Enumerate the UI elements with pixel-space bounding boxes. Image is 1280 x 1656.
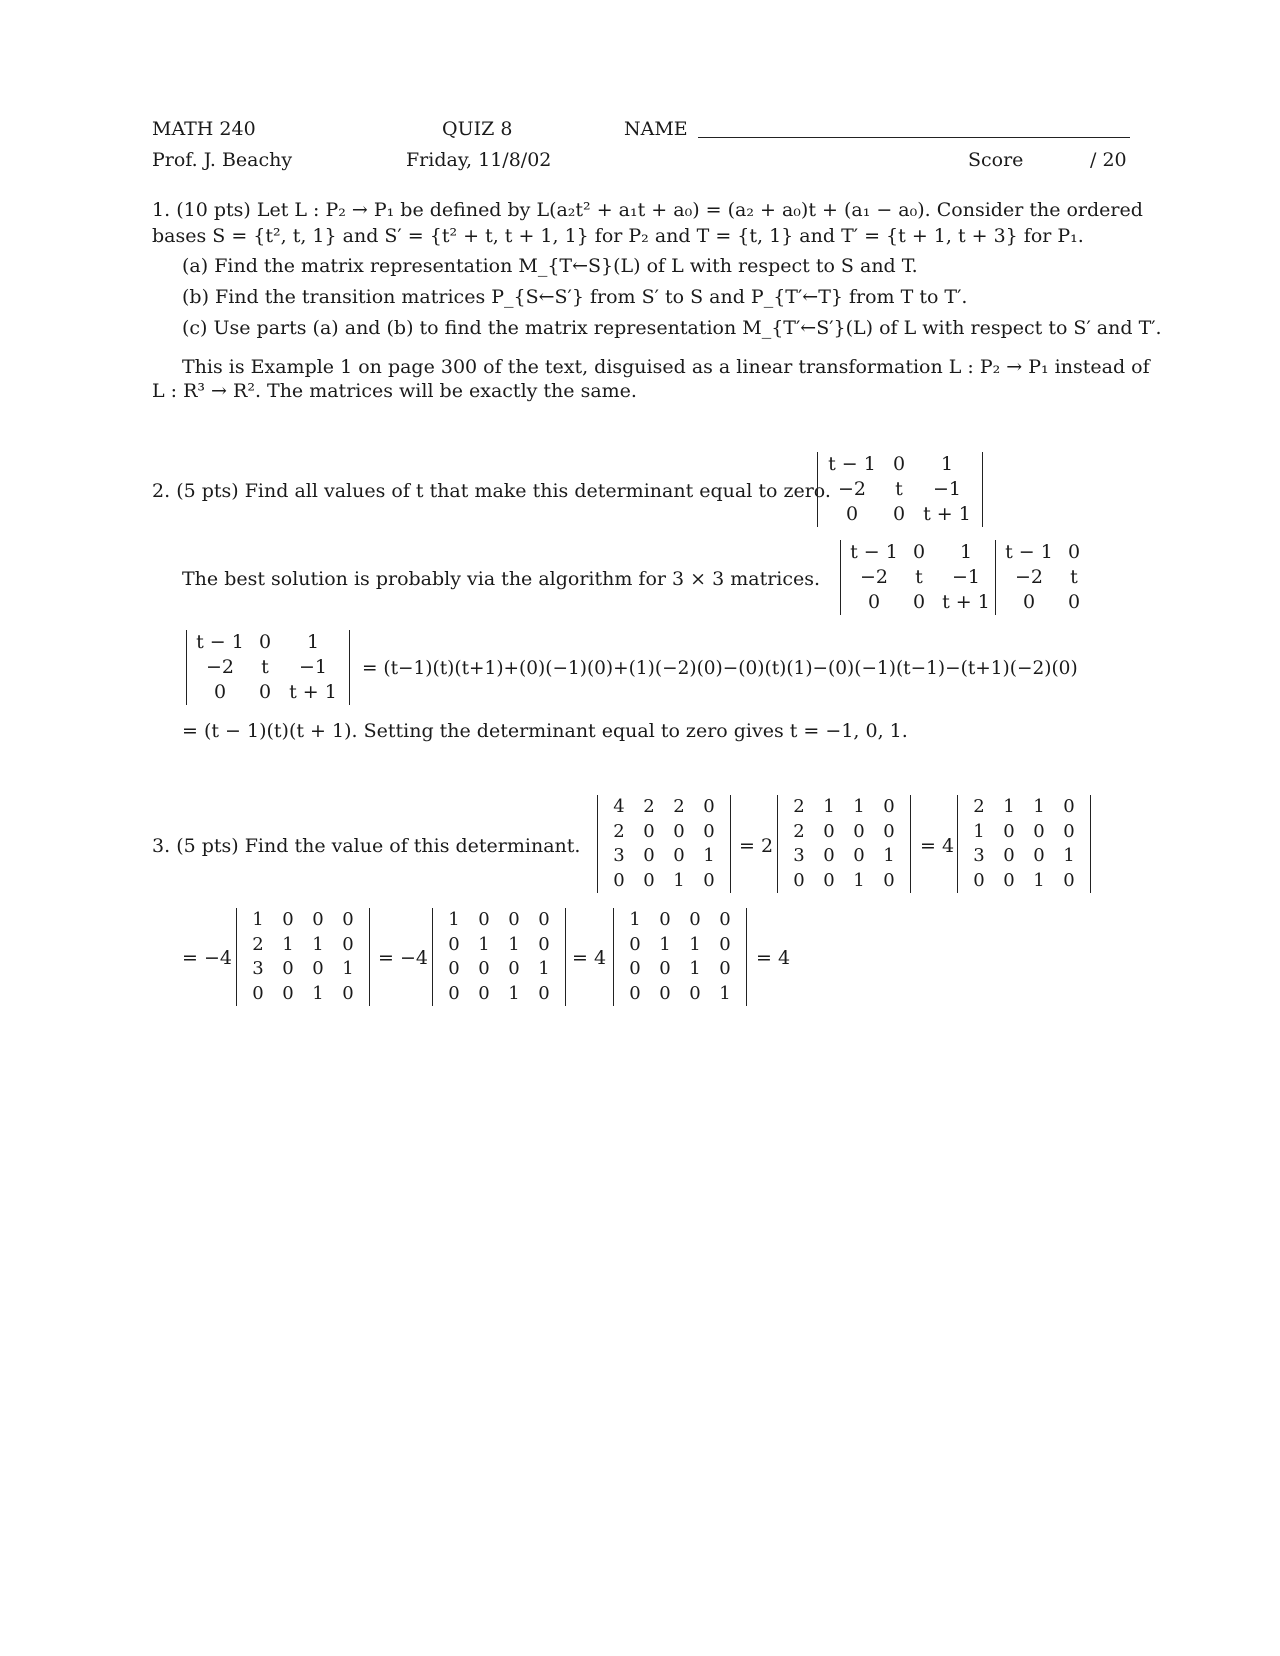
matrix-cell: 2 xyxy=(973,796,985,817)
matrix-cell: 0 xyxy=(883,796,895,817)
matrix-cell: 1 xyxy=(342,958,354,979)
matrix-cell: 1 xyxy=(1063,845,1075,866)
problem2-result: = (t − 1)(t)(t + 1). Setting the determinant equal to zero gives t = −1, 0, 1. xyxy=(182,720,908,742)
matrix-cell: t − 1 xyxy=(196,631,244,653)
matrix-cell: 0 xyxy=(883,869,895,891)
matrix-cell: 0 xyxy=(342,982,354,1004)
matrix-cell: 0 xyxy=(892,503,906,525)
matrix-cell: 0 xyxy=(478,958,490,979)
matrix-cell: 0 xyxy=(1022,591,1036,613)
problem3-matrix-3 xyxy=(957,795,1091,893)
problem2-solution-text: The best solution is probably via the algorithm for 3 × 3 matrices. xyxy=(182,568,821,590)
matrix-cell: 1 xyxy=(659,933,671,955)
course-label: MATH 240 xyxy=(152,118,256,140)
problem3-matrix-4 xyxy=(236,908,370,1006)
matrix-cell: 1 xyxy=(538,958,550,979)
name-label: NAME xyxy=(624,118,688,140)
matrix-cell: −2 xyxy=(837,478,866,500)
problem3-coeff-6: = 4 xyxy=(756,947,791,969)
matrix-cell: 0 xyxy=(342,933,354,955)
matrix-cell: 0 xyxy=(892,453,906,475)
matrix-cell: 0 xyxy=(213,681,227,703)
matrix-cell: 0 xyxy=(643,820,655,842)
matrix-cell: 0 xyxy=(258,681,272,703)
matrix-cell: 3 xyxy=(613,845,625,866)
matrix-cell: 0 xyxy=(538,909,550,930)
matrix-cell: 1 xyxy=(673,869,685,891)
matrix-cell: 1 xyxy=(252,909,264,930)
matrix-cell: 2 xyxy=(793,820,805,842)
matrix-cell: −1 xyxy=(298,656,327,678)
matrix-cell: 1 xyxy=(508,982,520,1004)
problem2-prompt: Find all values of t that make this determinant equal to zero. xyxy=(244,480,831,502)
problem1-statement-line2: bases S = {t², t, 1} and S′ = {t² + t, t + 1, 1} for P₂ and T = {t, 1} and T′ = {t + 1, t + 3} for P₁. xyxy=(152,225,1084,247)
matrix-cell: t xyxy=(915,566,923,588)
matrix-cell: 1 xyxy=(883,845,895,866)
matrix-cell: 0 xyxy=(1033,820,1045,842)
matrix-cell: −2 xyxy=(205,656,234,678)
matrix-cell: 0 xyxy=(883,820,895,842)
matrix-cell: 1 xyxy=(312,982,324,1004)
matrix-cell: 1 xyxy=(940,453,954,475)
matrix-cell: 0 xyxy=(629,933,641,955)
matrix-cell: 1 xyxy=(1033,869,1045,891)
problem2-extended-determinant xyxy=(840,540,1100,615)
problem2-expansion-determinant xyxy=(186,630,350,705)
matrix-cell: 0 xyxy=(258,631,272,653)
matrix-cell: 1 xyxy=(508,933,520,955)
matrix-cell: 1 xyxy=(853,796,865,817)
problem3-coeff-1: = 2 xyxy=(739,835,774,857)
matrix-cell: 1 xyxy=(306,631,320,653)
problem1-line1 xyxy=(152,198,1143,223)
matrix-cell: 0 xyxy=(629,958,641,979)
matrix-cell: t xyxy=(1070,566,1078,588)
matrix-cell: 3 xyxy=(973,845,985,866)
matrix-cell: 0 xyxy=(1063,820,1075,842)
matrix-cell: t − 1 xyxy=(1005,541,1053,563)
name-line xyxy=(698,137,1130,138)
problem2-determinant xyxy=(817,452,983,527)
problem3-matrix-2 xyxy=(777,795,911,893)
problem1-part-c: (c) Use parts (a) and (b) to find the matrix representation M_{T′←S′}(L) of L with respect to S′ and T′. xyxy=(182,317,1162,339)
problem2-number: 2. xyxy=(152,480,171,502)
matrix-cell: 0 xyxy=(719,958,731,979)
problem1-points: (10 pts) xyxy=(176,199,251,221)
matrix-cell: 0 xyxy=(1067,591,1081,613)
matrix-cell: 1 xyxy=(973,820,985,842)
matrix-cell: 0 xyxy=(342,909,354,930)
matrix-cell: 0 xyxy=(478,909,490,930)
problem3-matrix-5 xyxy=(432,908,566,1006)
problem3-matrix-6 xyxy=(613,908,747,1006)
problem1-part-b: (b) Find the transition matrices P_{S←S′} from S′ to S and P_{T′←T} from T to T′. xyxy=(182,286,968,308)
matrix-cell: 0 xyxy=(659,958,671,979)
matrix-cell: 1 xyxy=(853,869,865,891)
problem1-number: 1. xyxy=(152,199,171,221)
matrix-cell: 1 xyxy=(689,933,701,955)
matrix-cell: 0 xyxy=(912,591,926,613)
problem3-points: (5 pts) xyxy=(176,835,239,857)
problem1-solution-line2: L : R³ → R². The matrices will be exactly the same. xyxy=(152,380,637,402)
quiz-title: QUIZ 8 xyxy=(442,118,513,140)
matrix-cell: 1 xyxy=(312,933,324,955)
matrix-cell: 0 xyxy=(538,933,550,955)
matrix-cell: 0 xyxy=(973,869,985,891)
score-total: / 20 xyxy=(1090,149,1127,171)
matrix-cell: 1 xyxy=(629,909,641,930)
matrix-cell: 0 xyxy=(853,820,865,842)
matrix-cell: 0 xyxy=(719,909,731,930)
matrix-cell: 0 xyxy=(643,869,655,891)
matrix-cell: 3 xyxy=(793,845,805,866)
matrix-cell: 1 xyxy=(703,845,715,866)
matrix-cell: 2 xyxy=(613,820,625,842)
matrix-cell: 0 xyxy=(448,933,460,955)
matrix-cell: 2 xyxy=(673,796,685,817)
matrix-cell: 0 xyxy=(1063,796,1075,817)
problem3-coeff-3: = −4 xyxy=(182,947,232,969)
matrix-cell: 0 xyxy=(508,909,520,930)
matrix-cell: 0 xyxy=(1003,845,1015,866)
matrix-cell: 0 xyxy=(1033,845,1045,866)
matrix-cell: 0 xyxy=(312,958,324,979)
problem3-coeff-5: = 4 xyxy=(572,947,607,969)
matrix-cell: 1 xyxy=(719,982,731,1004)
matrix-cell: 0 xyxy=(282,958,294,979)
problem2-points: (5 pts) xyxy=(176,480,239,502)
matrix-cell: 0 xyxy=(643,845,655,866)
matrix-cell: t xyxy=(261,656,269,678)
matrix-cell: 0 xyxy=(282,982,294,1004)
matrix-cell: 0 xyxy=(282,909,294,930)
matrix-cell: 0 xyxy=(703,796,715,817)
matrix-cell: 0 xyxy=(659,909,671,930)
matrix-cell: 0 xyxy=(703,869,715,891)
matrix-cell: 0 xyxy=(689,909,701,930)
matrix-cell: 0 xyxy=(912,541,926,563)
matrix-cell: 0 xyxy=(508,958,520,979)
matrix-cell: 0 xyxy=(613,869,625,891)
matrix-cell: 0 xyxy=(823,845,835,866)
matrix-cell: 0 xyxy=(538,982,550,1004)
score-label: Score xyxy=(968,149,1024,171)
matrix-cell: 1 xyxy=(959,541,973,563)
problem3-number: 3. xyxy=(152,835,171,857)
matrix-cell: 0 xyxy=(629,982,641,1004)
quiz-date: Friday, 11/8/02 xyxy=(406,149,552,171)
matrix-cell: 0 xyxy=(478,982,490,1004)
matrix-cell: t + 1 xyxy=(289,681,337,703)
problem3-coeff-2: = 4 xyxy=(920,835,955,857)
matrix-cell: 1 xyxy=(1033,796,1045,817)
matrix-cell: 0 xyxy=(793,869,805,891)
matrix-cell: 3 xyxy=(252,958,264,979)
matrix-cell: 0 xyxy=(312,909,324,930)
matrix-cell: 4 xyxy=(613,796,625,817)
problem3-prompt: Find the value of this determinant. xyxy=(244,835,581,857)
matrix-cell: t − 1 xyxy=(828,453,876,475)
matrix-cell: t − 1 xyxy=(850,541,898,563)
matrix-cell: 0 xyxy=(823,820,835,842)
problem3-matrix-1 xyxy=(597,795,731,893)
matrix-cell: t + 1 xyxy=(942,591,990,613)
matrix-cell: 0 xyxy=(845,503,859,525)
matrix-cell: 0 xyxy=(673,845,685,866)
problem1-solution-line1: This is Example 1 on page 300 of the text, disguised as a linear transformation L : P₂ → P₁ instead of xyxy=(182,356,1150,378)
problem1-statement-line1: Let L : P₂ → P₁ be defined by L(a₂t² + a₁t + a₀) = (a₂ + a₀)t + (a₁ − a₀). Consider the ordered xyxy=(256,199,1143,221)
matrix-cell: 0 xyxy=(673,820,685,842)
matrix-cell: 0 xyxy=(719,933,731,955)
matrix-cell: 1 xyxy=(282,933,294,955)
matrix-cell: 2 xyxy=(252,933,264,955)
matrix-cell: 0 xyxy=(252,982,264,1004)
matrix-cell: 1 xyxy=(478,933,490,955)
matrix-cell: 0 xyxy=(823,869,835,891)
matrix-cell: t xyxy=(895,478,903,500)
matrix-cell: 2 xyxy=(793,796,805,817)
matrix-cell: 1 xyxy=(689,958,701,979)
matrix-cell: 0 xyxy=(1067,541,1081,563)
matrix-cell: 0 xyxy=(853,845,865,866)
professor-label: Prof. J. Beachy xyxy=(152,149,293,171)
problem3-prompt-line xyxy=(152,834,580,859)
matrix-cell: 0 xyxy=(659,982,671,1004)
matrix-cell: 0 xyxy=(448,958,460,979)
matrix-cell: 0 xyxy=(1003,820,1015,842)
problem1-part-a: (a) Find the matrix representation M_{T←S}(L) of L with respect to S and T. xyxy=(182,255,918,277)
matrix-cell: 0 xyxy=(867,591,881,613)
matrix-cell: 0 xyxy=(448,982,460,1004)
matrix-cell: 1 xyxy=(823,796,835,817)
problem2-prompt-line xyxy=(152,479,831,504)
matrix-cell: 0 xyxy=(1003,869,1015,891)
matrix-cell: −2 xyxy=(859,566,888,588)
matrix-cell: 1 xyxy=(1003,796,1015,817)
matrix-cell: t + 1 xyxy=(923,503,971,525)
matrix-cell: 0 xyxy=(703,820,715,842)
problem2-expansion: = (t−1)(t)(t+1)+(0)(−1)(0)+(1)(−2)(0)−(0)(t)(1)−(0)(−1)(t−1)−(t+1)(−2)(0) xyxy=(362,658,1078,679)
matrix-cell: 0 xyxy=(1063,869,1075,891)
matrix-cell: 0 xyxy=(689,982,701,1004)
matrix-cell: 1 xyxy=(448,909,460,930)
matrix-cell: −1 xyxy=(932,478,961,500)
matrix-cell: −2 xyxy=(1014,566,1043,588)
matrix-cell: 2 xyxy=(643,796,655,817)
matrix-cell: −1 xyxy=(951,566,980,588)
problem3-coeff-4: = −4 xyxy=(378,947,428,969)
